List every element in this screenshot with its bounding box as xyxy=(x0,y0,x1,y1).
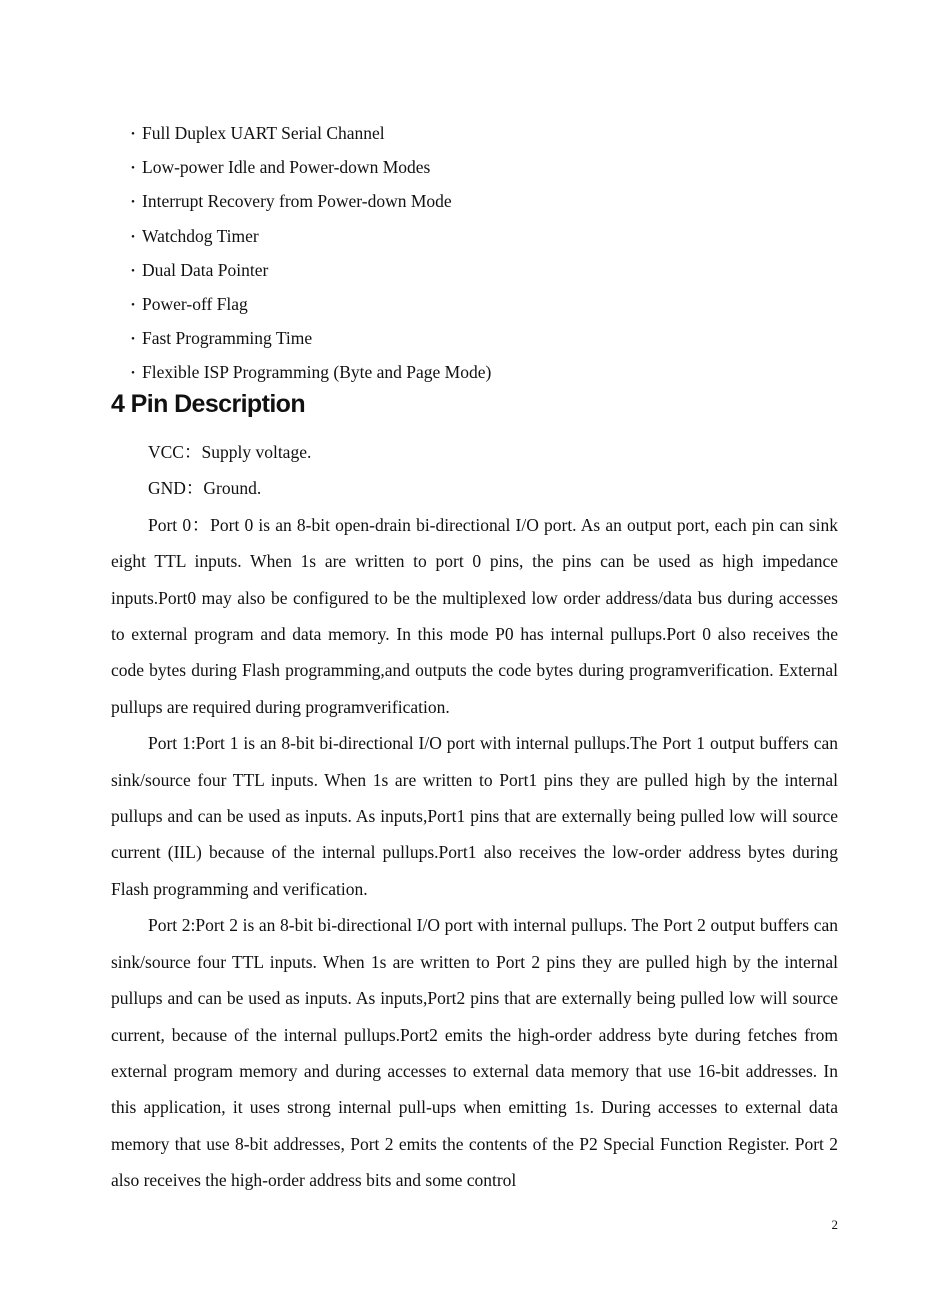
feature-text: Interrupt Recovery from Power-down Mode xyxy=(142,191,452,212)
page-number: 2 xyxy=(831,1217,838,1232)
list-item xyxy=(126,186,826,220)
bullet-icon: ・ xyxy=(126,264,140,280)
section-body xyxy=(111,434,838,1199)
paragraph-port2: Port 2:Port 2 is an 8-bit bi-directional I/O port with internal pullups. The Port 2 output buffers can sink/source four TTL inputs. When 1s are written to Port 2 pins they are pulled high by the internal pullups and can be used as inputs. As inputs,Port2 pins that are externally being pulled low will source current, because of the internal pullups.Port2 emits the high-order address byte during fetches from external program memory and during accesses to external data memory that use 16-bit addresses. In this application, it uses strong internal pull-ups when emitting 1s. During accesses to external data memory that use 8-bit addresses, Port 2 emits the contents of the P2 Special Function Register. Port 2 also receives the high-order address bits and some control xyxy=(111,915,838,1191)
list-item xyxy=(126,357,826,391)
bullet-icon: ・ xyxy=(126,230,140,246)
list-item xyxy=(126,152,826,186)
bullet-icon: ・ xyxy=(126,196,140,212)
paragraph-port1: Port 1:Port 1 is an 8-bit bi-directional I/O port with internal pullups.The Port 1 output buffers can sink/source four TTL inputs. When 1s are written to Port1 pins they are pulled high by the internal pullups and can be used as inputs. As inputs,Port1 pins that are externally being pulled low will source current (IIL) because of the internal pullups.Port1 also receives the low-order address bytes during Flash programming and verification. xyxy=(111,733,838,899)
feature-text: Flexible ISP Programming (Byte and Page Mode) xyxy=(142,362,492,383)
bullet-icon: ・ xyxy=(126,128,140,143)
bullet-icon: ・ xyxy=(126,367,140,383)
bullet-icon: ・ xyxy=(126,298,140,314)
list-item xyxy=(126,255,826,289)
feature-list xyxy=(126,118,826,392)
feature-text: Power-off Flag xyxy=(142,293,248,314)
section-heading: 4 Pin Description xyxy=(111,390,306,418)
feature-text: Fast Programming Time xyxy=(142,328,313,349)
paragraph-gnd: GND：Ground. xyxy=(148,478,262,499)
paragraph-port0: Port 0：Port 0 is an 8-bit open-drain bi-directional I/O port. As an output port, each pin can sink eight TTL inputs. When 1s are written to port 0 pins, the pins can be used as high impedance inputs.Port0 may also be configured to be the multiplexed low order address/data bus during accesses to external program and data memory. In this mode P0 has internal pullups.Port 0 also receives the code bytes during Flash programming,and outputs the code bytes during programverification. External pullups are required during programverification. xyxy=(111,514,838,717)
feature-text: Watchdog Timer xyxy=(142,225,259,246)
list-item xyxy=(126,323,826,357)
paragraph-vcc: VCC：Supply voltage. xyxy=(148,442,312,462)
bullet-icon: ・ xyxy=(126,333,140,349)
feature-text: Low-power Idle and Power-down Modes xyxy=(142,157,431,178)
bullet-icon: ・ xyxy=(126,162,140,178)
list-item xyxy=(126,118,826,152)
feature-text: Dual Data Pointer xyxy=(142,259,269,280)
feature-text: Full Duplex UART Serial Channel xyxy=(142,123,385,143)
list-item xyxy=(126,221,826,255)
list-item xyxy=(126,289,826,323)
